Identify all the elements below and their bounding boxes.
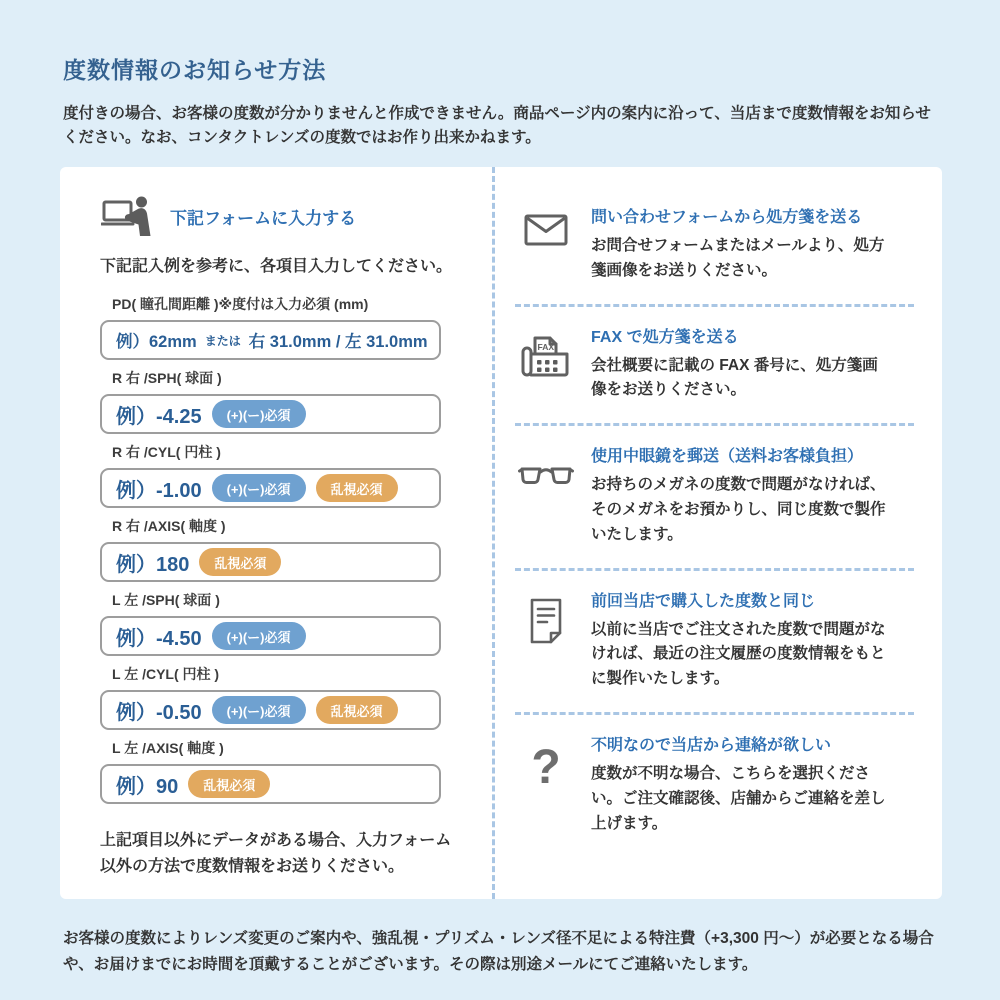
method-item-mail-glasses — [515, 426, 914, 570]
field-row-r-sph — [100, 368, 464, 434]
field-row-pd — [100, 294, 464, 360]
example-text: 例）-4.50 — [116, 627, 202, 650]
method-body: 会社概要に記載の FAX 番号に、処方箋画像をお送りください。 — [591, 356, 878, 399]
badge-plus-minus: (+)(ー)必須 — [212, 474, 306, 502]
intro-text: 度付きの場合、お客様の度数が分かりませんと作成できません。商品ページ内の案内に沿って、当店まで度数情報をお知らせください。なお、コンタクトレンズの度数ではお作り出来かねます。 — [63, 105, 931, 147]
badge-astigmatism: 乱視必須 — [188, 770, 270, 798]
document-icon — [515, 588, 577, 692]
method-item-unknown — [515, 715, 914, 856]
example-box — [100, 542, 441, 582]
field-label: L 左 /CYL( 円柱 ) — [112, 666, 220, 683]
example-box — [100, 690, 441, 730]
field-row-l-sph — [100, 590, 464, 656]
presenter-icon — [100, 195, 154, 237]
example-box — [100, 764, 441, 804]
example-box — [100, 394, 441, 434]
example-text: 例）-4.25 — [116, 405, 202, 428]
badge-astigmatism: 乱視必須 — [316, 474, 398, 502]
info-card — [60, 167, 942, 899]
badge-astigmatism: 乱視必須 — [199, 548, 281, 576]
field-label: R 右 /SPH( 球面 ) — [112, 370, 222, 387]
example-conjunction: または — [204, 333, 241, 348]
question-icon: ? — [531, 741, 561, 794]
method-title: 不明なので当店から連絡が欲しい — [591, 737, 832, 754]
method-body: 以前に当店でご注文された度数で問題がなければ、最近の注文履歴の度数情報をもとに製作いたします。 — [591, 620, 886, 688]
method-body: 度数が不明な場合、こちらを選択ください。ご注文確認後、店舗からご連絡を差し上げます。 — [591, 765, 886, 832]
method-title: 問い合わせフォームから処方箋を送る — [591, 209, 863, 227]
svg-text:FAX: FAX — [537, 341, 555, 352]
method-title: FAX で処方箋を送る — [591, 328, 739, 346]
fax-icon — [515, 324, 577, 404]
form-section-header — [100, 195, 464, 237]
badge-plus-minus: (+)(ー)必須 — [212, 400, 306, 428]
field-label: PD( 瞳孔間距離 )※度付は入力必須 (mm) — [112, 296, 369, 313]
field-list — [100, 294, 464, 804]
instruction-text: 下記記入例を参考に、各項目入力してください。 — [100, 258, 453, 276]
method-body: お問合せフォームまたはメールより、処方箋画像をお送りください。 — [591, 237, 885, 279]
badge-plus-minus: (+)(ー)必須 — [212, 622, 306, 650]
field-label: R 右 /AXIS( 軸度 ) — [112, 518, 226, 535]
example-box — [100, 616, 441, 656]
method-item-fax — [515, 307, 914, 427]
method-title: 使用中眼鏡を郵送（送料お客様負担） — [591, 448, 864, 466]
field-row-r-cyl — [100, 442, 464, 508]
note-text: 上記項目以外にデータがある場合、入力フォーム以外の方法で度数情報をお送りください。 — [100, 832, 452, 875]
form-section — [60, 167, 495, 899]
example-text: 右 31.0mm / 左 31.0mm — [248, 333, 428, 352]
badge-plus-minus: (+)(ー)必須 — [212, 696, 306, 724]
page-title: 度数情報のお知らせ方法 — [63, 57, 327, 83]
example-text: 例）-1.00 — [116, 479, 202, 502]
field-label: L 左 /SPH( 球面 ) — [112, 592, 220, 609]
method-title: 前回当店で購入した度数と同じ — [591, 592, 816, 610]
method-body: お持ちのメガネの度数で問題がなければ、そのメガネをお預かりし、同じ度数で製作いたします。 — [591, 476, 886, 543]
example-text: 例）90 — [116, 775, 179, 798]
field-label: L 左 /AXIS( 軸度 ) — [112, 740, 224, 757]
field-row-l-axis — [100, 738, 464, 804]
field-label: R 右 /CYL( 円柱 ) — [112, 444, 221, 461]
badge-astigmatism: 乱視必須 — [316, 696, 398, 724]
example-box — [100, 468, 441, 508]
form-section-title: 下記フォームに入力する — [170, 208, 357, 228]
footer-text: お客様の度数によりレンズ変更のご案内や、強乱視・プリズム・レンズ径不足による特注費（+3,300 円～）が必要となる場合や、お届けまでにお時間を頂戴することがございます。その際は別途メールにてご連絡いたします。 — [63, 930, 934, 973]
method-item-contact-form — [515, 187, 914, 307]
field-row-l-cyl — [100, 664, 464, 730]
example-text: 例）62mm — [116, 333, 197, 352]
methods-section — [495, 167, 942, 899]
field-row-r-axis — [100, 516, 464, 582]
mail-icon — [515, 204, 577, 284]
method-item-previous-order — [515, 571, 914, 715]
example-text: 例）180 — [116, 553, 190, 576]
glasses-icon — [515, 443, 577, 547]
example-box-pd — [100, 320, 441, 360]
example-text: 例）-0.50 — [116, 701, 202, 724]
